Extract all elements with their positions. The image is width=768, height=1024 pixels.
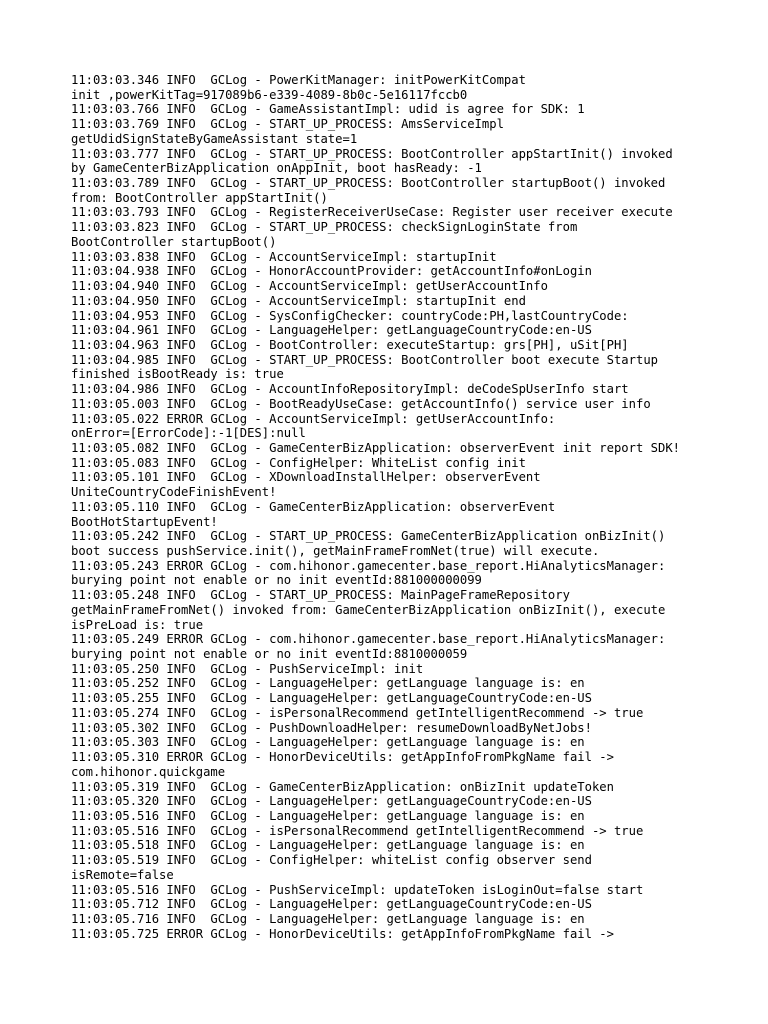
log-line: isRemote=false (71, 867, 174, 882)
log-line: 11:03:05.518 INFO GCLog - LanguageHelper: getLanguage language is: en (71, 838, 585, 853)
log-line: 11:03:05.242 INFO GCLog - START_UP_PROCESS: GameCenterBizApplication onBizInit() (71, 529, 666, 544)
log-line: 11:03:05.516 INFO GCLog - isPersonalRecommend getIntelligentRecommend -> true (71, 823, 644, 838)
log-line: 11:03:05.310 ERROR GCLog - HonorDeviceUtils: getAppInfoFromPkgName fail -> (71, 750, 614, 765)
log-line: finished isBootReady is: true (71, 367, 284, 382)
log-line: 11:03:05.255 INFO GCLog - LanguageHelper: getLanguageCountryCode:en-US (71, 691, 592, 706)
log-line: burying point not enable or no init eventId:8810000059 (71, 647, 468, 662)
log-line: com.hihonor.quickgame (71, 764, 226, 779)
log-line: 11:03:03.769 INFO GCLog - START_UP_PROCESS: AmsServiceImpl (71, 117, 504, 132)
log-line: 11:03:04.961 INFO GCLog - LanguageHelper: getLanguageCountryCode:en-US (71, 323, 592, 338)
log-line: 11:03:05.022 ERROR GCLog - AccountServiceImpl: getUserAccountInfo: (71, 411, 556, 426)
log-line: 11:03:05.319 INFO GCLog - GameCenterBizApplication: onBizInit updateToken (71, 779, 614, 794)
log-line: 11:03:05.082 INFO GCLog - GameCenterBizApplication: observerEvent init report SDK! (71, 440, 681, 455)
log-line: isPreLoad is: true (71, 617, 204, 632)
log-line: 11:03:04.963 INFO GCLog - BootController: executeStartup: grs[PH], uSit[PH] (71, 337, 629, 352)
log-line: from: BootController appStartInit() (71, 190, 328, 205)
log-line: 11:03:05.250 INFO GCLog - PushServiceImpl: init (71, 661, 424, 676)
log-line: BootController startupBoot() (71, 234, 277, 249)
log-line: 11:03:05.274 INFO GCLog - isPersonalRecommend getIntelligentRecommend -> true (71, 705, 644, 720)
log-line: 11:03:03.823 INFO GCLog - START_UP_PROCESS: checkSignLoginState from (71, 220, 578, 235)
log-line: 11:03:05.320 INFO GCLog - LanguageHelper: getLanguageCountryCode:en-US (71, 794, 592, 809)
log-line: by GameCenterBizApplication onAppInit, boot hasReady: -1 (71, 161, 482, 176)
log-line: 11:03:04.953 INFO GCLog - SysConfigChecker: countryCode:PH,lastCountryCode: (71, 308, 629, 323)
log-line: getMainFrameFromNet() invoked from: GameCenterBizApplication onBizInit(), execute (71, 602, 666, 617)
log-line: 11:03:05.248 INFO GCLog - START_UP_PROCESS: MainPageFrameRepository (71, 588, 570, 603)
log-line: 11:03:03.789 INFO GCLog - START_UP_PROCESS: BootController startupBoot() invoked (71, 176, 666, 191)
log-line: 11:03:05.516 INFO GCLog - PushServiceImpl: updateToken isLoginOut=false start (71, 882, 644, 897)
log-line: 11:03:04.950 INFO GCLog - AccountServiceImpl: startupInit end (71, 293, 526, 308)
log-line: 11:03:05.249 ERROR GCLog - com.hihonor.gamecenter.base_report.HiAnalyticsManager: (71, 632, 666, 647)
log-line: 11:03:03.346 INFO GCLog - PowerKitManager: initPowerKitCompat (71, 73, 526, 87)
log-text-block (71, 73, 721, 941)
log-line: 11:03:04.985 INFO GCLog - START_UP_PROCESS: BootController boot execute Startup (71, 352, 658, 367)
log-line: 11:03:05.716 INFO GCLog - LanguageHelper: getLanguage language is: en (71, 911, 585, 926)
log-line: 11:03:03.766 INFO GCLog - GameAssistantImpl: udid is agree for SDK: 1 (71, 102, 585, 117)
log-line: 11:03:04.986 INFO GCLog - AccountInfoRepositoryImpl: deCodeSpUserInfo start (71, 382, 629, 397)
log-line: 11:03:05.712 INFO GCLog - LanguageHelper: getLanguageCountryCode:en-US (71, 897, 592, 912)
log-line: 11:03:05.101 INFO GCLog - XDownloadInstallHelper: observerEvent (71, 470, 541, 485)
log-line: 11:03:05.725 ERROR GCLog - HonorDeviceUtils: getAppInfoFromPkgName fail -> (71, 926, 614, 941)
log-line: 11:03:05.519 INFO GCLog - ConfigHelper: whiteList config observer send (71, 853, 592, 868)
log-line: 11:03:05.302 INFO GCLog - PushDownloadHelper: resumeDownloadByNetJobs! (71, 720, 592, 735)
log-line: 11:03:03.777 INFO GCLog - START_UP_PROCESS: BootController appStartInit() invoked (71, 146, 673, 161)
log-line: 11:03:03.793 INFO GCLog - RegisterReceiverUseCase: Register user receiver execute (71, 205, 673, 220)
log-line: 11:03:04.938 INFO GCLog - HonorAccountProvider: getAccountInfo#onLogin (71, 264, 592, 279)
log-line: 11:03:05.003 INFO GCLog - BootReadyUseCase: getAccountInfo() service user info (71, 396, 651, 411)
log-line: 11:03:05.110 INFO GCLog - GameCenterBizApplication: observerEvent (71, 499, 556, 514)
log-line: 11:03:05.516 INFO GCLog - LanguageHelper: getLanguage language is: en (71, 808, 585, 823)
log-line: 11:03:05.083 INFO GCLog - ConfigHelper: WhiteList config init (71, 455, 526, 470)
log-line: burying point not enable or no init eventId:881000000099 (71, 573, 482, 588)
log-line: 11:03:03.838 INFO GCLog - AccountServiceImpl: startupInit (71, 249, 497, 264)
log-line: 11:03:05.252 INFO GCLog - LanguageHelper: getLanguage language is: en (71, 676, 585, 691)
log-line: UniteCountryCodeFinishEvent! (71, 485, 277, 500)
log-line: boot success pushService.init(), getMainFrameFromNet(true) will execute. (71, 544, 600, 558)
log-line: 11:03:05.243 ERROR GCLog - com.hihonor.gamecenter.base_report.HiAnalyticsManager: (71, 558, 666, 573)
log-line: BootHotStartupEvent! (71, 514, 218, 529)
log-line: 11:03:04.940 INFO GCLog - AccountServiceImpl: getUserAccountInfo (71, 279, 548, 294)
log-line: 11:03:05.303 INFO GCLog - LanguageHelper: getLanguage language is: en (71, 735, 585, 750)
log-line: onError=[ErrorCode]:-1[DES]:null (71, 426, 306, 441)
log-line: init ,powerKitTag=917089b6-e339-4089-8b0c-5e16117fccb0 (71, 87, 468, 102)
log-line: getUdidSignStateByGameAssistant state=1 (71, 131, 358, 146)
